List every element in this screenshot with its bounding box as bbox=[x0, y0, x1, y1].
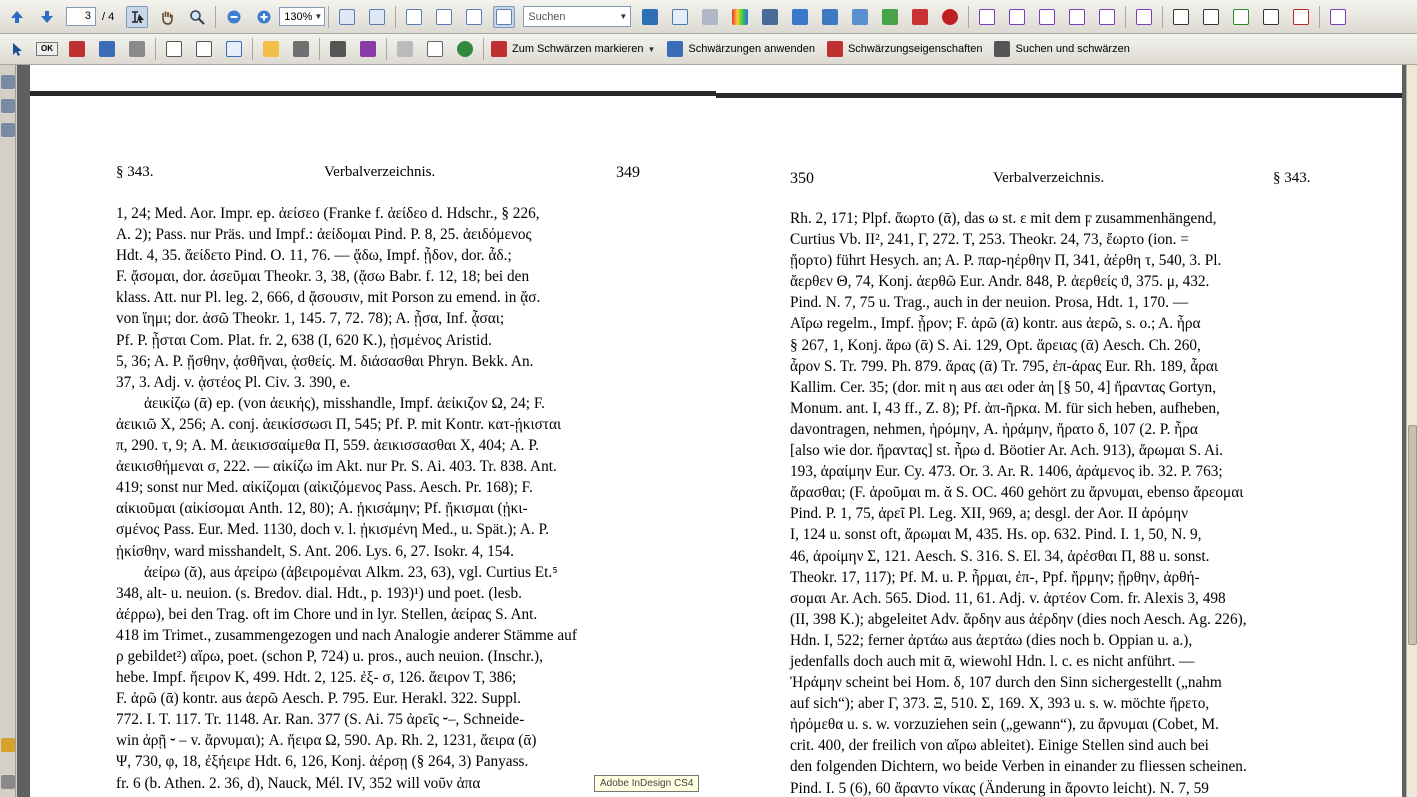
document-icon bbox=[979, 9, 995, 25]
zoom-out-button[interactable] bbox=[223, 6, 245, 28]
save-button[interactable] bbox=[394, 38, 416, 60]
toolbar-separator bbox=[386, 38, 387, 60]
text-line: αἰκιοῦμαι (αἰκίσομαι Anth. 12, 80); A. ᾐκισάμην; Pf. ᾔκισμαι (ᾐκι- bbox=[116, 500, 528, 518]
plugin-button-1[interactable] bbox=[976, 6, 998, 28]
text-line: den folgenden Dichtern, wo beide Verben in einander zu fliessen scheinen. bbox=[790, 758, 1247, 776]
chevron-down-icon: ▼ bbox=[619, 12, 628, 21]
plugin-button-11[interactable] bbox=[1290, 6, 1312, 28]
text-line: hebe. Impf. ἤειρον Κ, 499. Hdt. 2, 125. ἐξ- σ, 126. ἄειρον Τ, 386; bbox=[116, 669, 517, 687]
text-line: 1, 24; Med. Aor. Impr. ep. ἀείσεο (Franke f. ἀείδεο d. Hdschr., § 226, bbox=[116, 205, 540, 222]
open-button[interactable] bbox=[260, 38, 282, 60]
toolbar-separator bbox=[1319, 6, 1320, 28]
text-line: ἠρόμεθα u. s. w. vorzuziehen sein („gewann“), zu ἄρνυμαι (Cobet, M. bbox=[790, 716, 1219, 734]
apply-redaction-icon bbox=[667, 41, 683, 57]
tools-icon bbox=[702, 9, 718, 25]
section-number: § 343. bbox=[1273, 170, 1311, 186]
text-line: fr. 6 (b. Athen. 2. 36, d), Nauck, Mél. IV, 352 will νοῦν ἀπα bbox=[116, 774, 481, 792]
document-icon bbox=[1039, 9, 1055, 25]
text-line: Hdn. I, 522; ferner ἀρτάω aus ἀερτάω (dies noch b. Oppian u. a.), bbox=[790, 631, 1193, 649]
page-edge bbox=[30, 91, 716, 96]
document-icon bbox=[1233, 9, 1249, 25]
apply-redactions-label: Schwärzungen anwenden bbox=[688, 43, 815, 55]
comments-panel-icon[interactable] bbox=[1, 738, 15, 752]
text-line: Rh. 2, 171; Plpf. ἄωρτο (ᾱ), das ω st. ε mit dem ϝ zusammenhängend, bbox=[790, 210, 1217, 227]
tooltip: Adobe InDesign CS4 bbox=[594, 775, 699, 792]
apply-redactions-button[interactable] bbox=[663, 38, 819, 60]
text-line: auf sich“); aber Γ, 373. Ξ, 510. Σ, 169. Χ, 393 u. s. w. möchte ἤρετο, bbox=[790, 695, 1210, 713]
redaction-properties-button[interactable] bbox=[823, 38, 987, 60]
plugin-button-2[interactable] bbox=[1006, 6, 1028, 28]
text-cursor-icon bbox=[129, 9, 145, 25]
text-line: ἀεικισθήμεναι σ, 222. — αἰκίζω im Akt. nur Pr. S. Ai. 403. Tr. 838. Ant. bbox=[116, 458, 557, 476]
toolbar-separator bbox=[395, 6, 396, 28]
continuous-page-button[interactable] bbox=[433, 6, 455, 28]
page-count: / 4 bbox=[102, 10, 115, 23]
red-tool-icon bbox=[942, 9, 958, 25]
minus-circle-icon bbox=[226, 9, 242, 25]
toolbar-separator bbox=[483, 38, 484, 60]
single-page-button[interactable] bbox=[403, 6, 425, 28]
document-icon bbox=[1263, 9, 1279, 25]
text-line: Pind. N. 7, 75 u. Trag., auch in der neuion. Prosa, Hdt. 1, 170. — bbox=[790, 294, 1189, 312]
two-page-continuous-button[interactable] bbox=[493, 6, 515, 28]
secure-button[interactable] bbox=[327, 38, 349, 60]
text-line: ἀέρρω), bei den Trag. oft im Chore und in lyr. Stellen, ἀείρας S. Ant. bbox=[116, 605, 538, 623]
binoculars-icon bbox=[994, 41, 1010, 57]
web-button[interactable] bbox=[454, 38, 476, 60]
globe-icon bbox=[457, 41, 473, 57]
crop-tool[interactable] bbox=[96, 38, 118, 60]
form-tool[interactable] bbox=[193, 38, 215, 60]
email-button[interactable] bbox=[424, 38, 446, 60]
page-number-input[interactable]: 3 bbox=[66, 7, 96, 26]
text-line: A. 2); Pass. nur Präs. und Impf.: ἀείδομαι Pind. P. 8, 25. ἀειδόμενος bbox=[116, 226, 532, 244]
printer-icon bbox=[293, 41, 309, 57]
text-line: ᾔορτο) führt Hesych. an; A. P. παρ-ηέρθην Π, 341, ἀέρθη τ, 540, 3. Pl. bbox=[790, 252, 1222, 270]
text-line: σμένος Pass. Eur. Med. 1130, doch v. l. ᾐκισμένη Med., u. Spät.); A. P. bbox=[116, 521, 550, 539]
text-line: klass. Att. nur Pl. leg. 2, 666, d ᾄσουσιν, mit Porson zu emend. in ᾄσ. bbox=[116, 289, 541, 307]
full-screen-icon bbox=[642, 9, 658, 25]
redaction-toolbar bbox=[0, 34, 1417, 65]
download-button[interactable] bbox=[879, 6, 901, 28]
running-title: Verbalverzeichnis. bbox=[324, 164, 436, 180]
plugin-button-6[interactable] bbox=[1133, 6, 1155, 28]
chevron-down-icon: ▼ bbox=[314, 12, 323, 21]
text-line: 348, alt- u. neuion. (s. Bredov. dial. Hdt., p. 193)¹) und poet. (lesb. bbox=[116, 584, 522, 602]
chevron-down-icon: ▼ bbox=[647, 44, 656, 54]
select-text-tool[interactable] bbox=[126, 6, 148, 28]
text-line: ἄερθεν Θ, 74, Konj. ἀερθῶ Eur. Andr. 848, P. ἀερθείς ϑ, 375. μ, 432. bbox=[790, 273, 1210, 291]
text-line: Kallim. Cer. 35; (dor. mit η aus αει oder ἀη [§ 50, 4] ἤραντας Gortyn, bbox=[790, 378, 1217, 396]
fit-page-button[interactable] bbox=[366, 6, 388, 28]
page-text bbox=[790, 208, 1318, 797]
text-line: ἄρασθαι; (F. ἀροῦμαι m. ᾰ S. OC. 460 gehört zu ἄρνυμαι, ebenso ἄρεομαι bbox=[790, 484, 1244, 502]
text-line: § 267, 1, Konj. ἄρω (ᾱ) S. Ai. 129, Opt. ἄρειας (ᾱ) Aesch. Ch. 260, bbox=[790, 336, 1201, 354]
folder-icon bbox=[263, 41, 279, 57]
text-line: Curtius Vb. II², 241, Γ, 272. Τ, 253. Theokr. 24, 73, ἔωρτο (ion. = bbox=[790, 231, 1189, 249]
toolbar-separator bbox=[215, 6, 216, 28]
sign-tool[interactable] bbox=[223, 38, 245, 60]
text-line: crit. 400, der freilich von αἴρω ableitet). Einige Stellen sind auch bei bbox=[790, 737, 1209, 755]
document-icon bbox=[1330, 9, 1346, 25]
document-icon bbox=[1136, 9, 1152, 25]
pencil-icon bbox=[852, 9, 868, 25]
search-and-redact-label: Suchen und schwärzen bbox=[1015, 43, 1130, 55]
toolbar-separator bbox=[1162, 6, 1163, 28]
text-line: ρ gebildet²) αἴρω, poet. (schon P, 724) u. pros., auch neuion. (Inschr.), bbox=[116, 647, 543, 665]
color-palette-icon bbox=[732, 9, 748, 25]
text-field-tool[interactable] bbox=[163, 38, 185, 60]
toolbar-separator bbox=[328, 6, 329, 28]
vertical-scrollbar[interactable] bbox=[1406, 65, 1417, 797]
signature-icon bbox=[226, 41, 242, 57]
actual-size-button[interactable] bbox=[336, 6, 358, 28]
pdf-tool-button[interactable] bbox=[909, 6, 931, 28]
disk-icon bbox=[397, 41, 413, 57]
text-line: ᾐκίσθην, ward misshandelt, S. Ant. 206. Lys. 6, 27. Isokr. 4, 154. bbox=[116, 542, 514, 560]
envelope-icon bbox=[427, 41, 443, 57]
text-line: Theokr. 17, 117); Pf. M. u. P. ἦρμαι, ἐπ-, Ppf. ἤρμην; ᾔρθην, ἀρθή- bbox=[790, 568, 1200, 586]
document-icon bbox=[1173, 9, 1189, 25]
next-page-button[interactable] bbox=[36, 6, 58, 28]
signatures-panel-icon[interactable] bbox=[1, 123, 15, 137]
text-line: F. ᾄσομαι, dor. ἀσεῦμαι Theokr. 3, 38, (ᾄσω Babr. f. 12, 18; bei den bbox=[116, 268, 530, 286]
text-line: ἀεικίζω (ᾱ) ep. (von ἀεικής), misshandle, Impf. ἀείκιζον Ω, 24; F. bbox=[144, 394, 545, 412]
text-line: 772. I. T. 117. Tr. 1148. Ar. Ran. 377 (S. Ai. 75 ἀρεῖς ⏑–, Schneide- bbox=[116, 711, 525, 729]
text-line: Pind. P. 1, 75, ἀρεῖ Pl. Leg. XII, 969, a; desgl. der Aor. II ἀρόμην bbox=[790, 505, 1189, 523]
text-line: jedenfalls doch auch mit ᾱ, wiewohl Hdn. l. c. es nicht anführt. — bbox=[790, 652, 1195, 670]
text-line: [also wie dor. ἤραντας] st. ἦρω d. Böotier Ar. Ach. 913), ἄρωμαι S. Ai. bbox=[790, 442, 1224, 460]
page-number: 349 bbox=[616, 164, 640, 181]
properties-button[interactable] bbox=[699, 6, 721, 28]
page-text bbox=[116, 203, 644, 794]
plugin-button-8[interactable] bbox=[1200, 6, 1222, 28]
arrow-up-icon bbox=[9, 9, 25, 25]
toolbar-separator bbox=[319, 38, 320, 60]
page-350 bbox=[716, 65, 1402, 797]
pen-icon bbox=[360, 41, 376, 57]
document-icon bbox=[1069, 9, 1085, 25]
zoom-level-select[interactable] bbox=[279, 7, 325, 26]
pdf-icon bbox=[912, 9, 928, 25]
document-view[interactable] bbox=[17, 65, 1406, 797]
text-line: π, 290. τ, 9; A. M. ἀεικισσαίμεθα Π, 559. ἀεικισσασθαι Χ, 404; A. P. bbox=[116, 437, 539, 455]
redaction-mark-icon bbox=[491, 41, 507, 57]
crop-icon bbox=[99, 41, 115, 57]
sign-document-button[interactable] bbox=[357, 38, 379, 60]
page-view-icon bbox=[672, 9, 688, 25]
text-line: ἀεικιῶ Χ, 256; A. conj. ἀεικίσσωσι Π, 545; Pf. P. mit Kontr. κατ-ῄκισται bbox=[116, 415, 562, 433]
text-line: Αἴρω regelm., Impf. ᾖρον; F. ἀρῶ (ᾱ) kontr. aus ἀερῶ, s. o.; A. ἦρα bbox=[790, 315, 1201, 333]
navigation-panel bbox=[0, 65, 16, 797]
stamp-button[interactable] bbox=[759, 6, 781, 28]
download-icon bbox=[882, 9, 898, 25]
zoom-in-button[interactable] bbox=[253, 6, 275, 28]
document-icon bbox=[1293, 9, 1309, 25]
touchup-tool[interactable] bbox=[66, 38, 88, 60]
text-line: 46, ἀροίμην Σ, 121. Aesch. S. 316. S. El. 34, ἀρέσθαι Π, 88 u. sonst. bbox=[790, 547, 1210, 565]
main-toolbar bbox=[0, 0, 1417, 34]
edit-button[interactable] bbox=[849, 6, 871, 28]
arrow-down-icon bbox=[39, 9, 55, 25]
plugin-button-9[interactable] bbox=[1230, 6, 1252, 28]
text-line: von ἵημι; dor. ἀσῶ Theokr. 1, 145. 7, 72. 78); A. ᾖσα, Inf. ᾆσαι; bbox=[116, 310, 505, 328]
previous-page-button[interactable] bbox=[6, 6, 28, 28]
search-placeholder: Suchen bbox=[528, 10, 566, 23]
lock-icon bbox=[330, 41, 346, 57]
form-icon bbox=[196, 41, 212, 57]
text-line: 37, 3. Adj. v. ᾀστέος Pl. Civ. 3. 390, e. bbox=[116, 373, 351, 391]
text-line: (II, 398 K.); abgeleitet Adv. ἄρδην aus ἀέρδην (dies noch Aesch. Ag. 226), bbox=[790, 610, 1247, 628]
text-line: 418 im Trimet., zusammengezogen und nach Analogie anderer Stämme auf bbox=[116, 626, 577, 644]
search-and-redact-button[interactable] bbox=[990, 38, 1133, 60]
text-line: ἆρον S. Tr. 799. Ph. 879. ἄρας (ᾱ) Tr. 795, ἐπ-άρας Eur. Rh. 189, ἆραι bbox=[790, 357, 1219, 375]
text-line: Pf. P. ᾖσται Com. Plat. fr. 2, 638 (I, 620 K.), ᾐσμένος Aristid. bbox=[116, 331, 492, 349]
hand-tool[interactable] bbox=[156, 6, 178, 28]
zoom-tool[interactable] bbox=[186, 6, 208, 28]
text-line: I, 124 u. sonst oft, ἄρωμαι Μ, 435. Hs. op. 632. Pind. I. 1, 50, N. 9, bbox=[790, 526, 1202, 544]
select-object-tool[interactable] bbox=[6, 38, 28, 60]
continuous-page-icon bbox=[436, 9, 452, 25]
mark-for-redaction-label: Zum Schwärzen markieren bbox=[512, 43, 644, 55]
text-line: ἀείρω (ᾰ), aus ἀϝείρω (ἀβειρομέναι Alkm. 23, 63), vgl. Curtius Et.⁵ bbox=[144, 563, 558, 581]
bookmarks-panel-icon[interactable] bbox=[1, 99, 15, 113]
text-line: Monum. ant. I, 43 ff., Z. 8); Pf. ἀπ-ῆρκα. M. für sich heben, aufheben, bbox=[790, 399, 1220, 417]
text-line: Pind. I. 5 (6), 60 ἄραντο νίκας (Änderung in ἄροντο leicht). N. 7, 59 bbox=[790, 779, 1209, 797]
text-line: Ψ, 730, φ, 18, ἐξήειρε Hdt. 6, 126, Konj. ἀέρσῃ (§ 264, 3) Panyass. bbox=[116, 753, 529, 771]
import-icon bbox=[822, 9, 838, 25]
toolbar-separator bbox=[252, 38, 253, 60]
fit-page-icon bbox=[369, 9, 385, 25]
magnet-icon bbox=[69, 41, 85, 57]
plugin-button-3[interactable] bbox=[1036, 6, 1058, 28]
pages-panel-icon[interactable] bbox=[1, 75, 15, 89]
attachments-panel-icon[interactable] bbox=[1, 775, 15, 789]
text-line: F. ἀρῶ (ᾱ) kontr. aus ἀερῶ Aesch. P. 795. Eur. Herakl. 322. Suppl. bbox=[116, 690, 521, 708]
text-line: Ἠράμην scheint bei Hom. δ, 107 durch den Sinn sichergestellt („nahm bbox=[790, 674, 1222, 692]
print-button[interactable] bbox=[290, 38, 312, 60]
redaction-properties-label: Schwärzungseigenschaften bbox=[847, 43, 983, 55]
arrange-icon bbox=[792, 9, 808, 25]
text-line: 419; sonst nur Med. αἰκίζομαι (αἰκιζόμενος Pass. Aesch. Pr. 168); F. bbox=[116, 479, 533, 497]
plugin-button-5[interactable] bbox=[1096, 6, 1118, 28]
two-page-icon bbox=[466, 9, 482, 25]
color-button[interactable] bbox=[729, 6, 751, 28]
paperclip-icon bbox=[129, 41, 145, 57]
text-line: 193, ἀραίμην Eur. Cy. 473. Or. 3. Ar. R. 1406, ἀράμενος ib. 32. P. 763; bbox=[790, 463, 1223, 481]
page-view-button[interactable] bbox=[669, 6, 691, 28]
magnifier-icon bbox=[189, 9, 205, 25]
page-edge bbox=[716, 93, 1402, 98]
ok-label: OK bbox=[36, 42, 58, 56]
hand-icon bbox=[159, 9, 175, 25]
zoom-level-value: 130% bbox=[284, 10, 313, 23]
plus-circle-icon bbox=[256, 9, 272, 25]
attach-tool[interactable] bbox=[126, 38, 148, 60]
toolbar-separator bbox=[155, 38, 156, 60]
plugin-button-7[interactable] bbox=[1170, 6, 1192, 28]
mark-for-redaction-button[interactable] bbox=[487, 38, 659, 60]
ok-button[interactable] bbox=[36, 38, 58, 60]
text-line: σομαι Ar. Ach. 565. Diod. 11, 61. Adj. v. ἀρτέον Com. fr. Alexis 3, 498 bbox=[790, 589, 1226, 607]
scrollbar-thumb[interactable] bbox=[1408, 425, 1417, 645]
search-field[interactable] bbox=[523, 6, 631, 27]
running-title: Verbalverzeichnis. bbox=[993, 170, 1105, 186]
toolbar-separator bbox=[968, 6, 969, 28]
plugin-button-4[interactable] bbox=[1066, 6, 1088, 28]
document-icon bbox=[1099, 9, 1115, 25]
single-page-icon bbox=[406, 9, 422, 25]
plugin-button-12[interactable] bbox=[1327, 6, 1349, 28]
actual-size-icon bbox=[339, 9, 355, 25]
arrange-button[interactable] bbox=[789, 6, 811, 28]
redaction-properties-icon bbox=[827, 41, 843, 57]
text-line: 5, 36; A. P. ᾔσθην, ᾀσθῆναι, ᾀσθείς. M. διάσασθαι Phryn. Bekk. An. bbox=[116, 352, 534, 370]
document-icon bbox=[1009, 9, 1025, 25]
section-number: § 343. bbox=[116, 164, 154, 180]
two-page-button[interactable] bbox=[463, 6, 485, 28]
text-line: win ἀρῇ ⏑ – v. ἄρνυμαι); A. ἤειρα Ω, 590. Ap. Rh. 2, 1231, ἄειρα (ᾱ) bbox=[116, 732, 537, 750]
page-number: 350 bbox=[790, 170, 814, 187]
two-page-continuous-icon bbox=[496, 9, 512, 25]
toolbar-separator bbox=[1125, 6, 1126, 28]
text-line: Hdt. 4, 35. ἄείδετο Pind. O. 11, 76. — ᾄδω, Impf. ᾖδον, dor. ἆδ.; bbox=[116, 247, 512, 265]
delete-tool-button[interactable] bbox=[939, 6, 961, 28]
text-line: davontragen, nehmen, ἠρόμην, A. ἠράμην, ἤρατο δ, 107 (2. P. ἦρα bbox=[790, 420, 1198, 438]
page-349 bbox=[30, 65, 716, 797]
plugin-button-10[interactable] bbox=[1260, 6, 1282, 28]
pointer-icon bbox=[9, 41, 25, 57]
document-icon bbox=[1203, 9, 1219, 25]
import-button[interactable] bbox=[819, 6, 841, 28]
full-screen-button[interactable] bbox=[639, 6, 661, 28]
stamp-icon bbox=[762, 9, 778, 25]
text-field-icon bbox=[166, 41, 182, 57]
